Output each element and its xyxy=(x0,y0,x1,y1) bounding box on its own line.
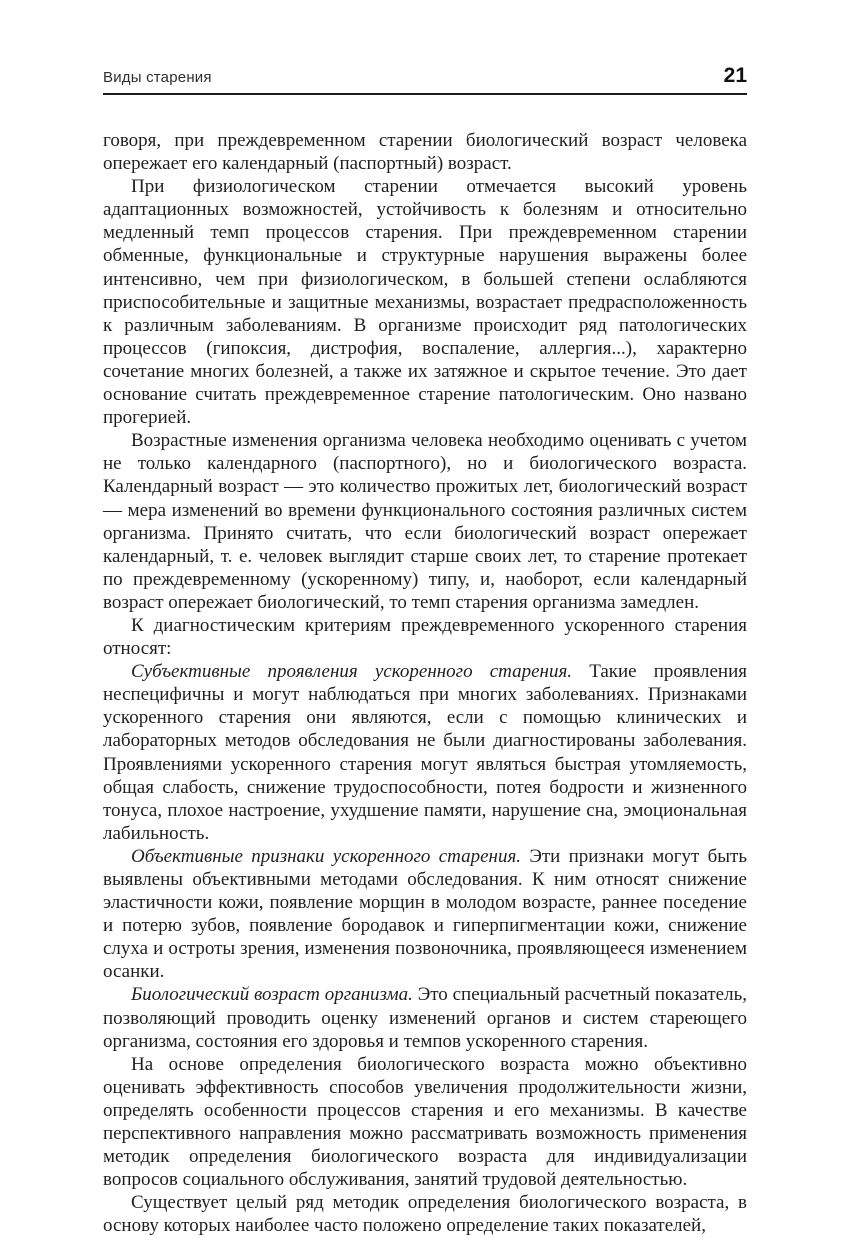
paragraph xyxy=(103,660,747,845)
paragraph xyxy=(103,1053,747,1192)
paragraph-lead-italic: Субъективные проявления ускоренного старения. xyxy=(131,661,573,683)
paragraph xyxy=(103,175,747,429)
paragraph-text: К диагностическим критериям преждевременного ускоренного старения относят: xyxy=(103,614,747,660)
paragraph-lead-italic: Биологический возраст организма. xyxy=(131,984,413,1006)
running-header-title: Виды старения xyxy=(103,69,212,86)
paragraph-text: На основе определения биологического возраста можно объективно оценивать эффективность способов увеличения продолжительности жизни, определять особенности процессов старения и его механизмы. В качестве перспективного направления можно рассматривать возможность применения методик определения биологического возраста для индивидуализации вопросов социального обслуживания, занятий трудовой деятельностью. xyxy=(103,1053,747,1191)
page-header xyxy=(103,64,747,88)
page-body xyxy=(103,129,747,1238)
paragraph-lead-italic: Объективные признаки ускоренного старения. xyxy=(131,845,522,867)
paragraph-text: Существует целый ряд методик определения биологического возраста, в основу которых наиболее часто положено определение таких показателей, xyxy=(103,1192,747,1237)
paragraph-text: Эти признаки могут быть выявлены объективными методами обследования. К ним относят снижение эластичности кожи, появление морщин в молодом возрасте, раннее поседение и потерю зубов, появление бородавок и гиперпигментации кожи, снижение слуха и остроты зрения, изменения позвоночника, проявляющееся изменением осанки. xyxy=(103,845,747,983)
paragraph-text: Возрастные изменения организма человека необходимо оценивать с учетом не только календарного (паспортного), но и биологического возраста. Календарный возраст — это количество прожитых лет, биологический возраст — мера изменений во времени функционального состояния различных систем организма. Принято считать, что если биологический возраст опережает календарный, т. е. человек выглядит старше своих лет, то старение протекает по преждевременному (ускоренному) типу, и, наоборот, если календарный возраст опережает биологический, то темп старения организма замедлен. xyxy=(103,430,747,613)
paragraph-text: При физиологическом старении отмечается высокий уровень адаптационных возможностей, устойчивость к болезням и относительно медленный темп процессов старения. При преждевременном старении обменные, функциональные и структурные нарушения выражены более интенсивно, чем при физиологическом, в большей степени ослабляются приспособительные и защитные механизмы, возрастает предрасположенность к различным заболеваниям. В организме происходит ряд патологических процессов (гипоксия, дистрофия, воспаление, аллергия...), характерно сочетание многих болезней, а также их затяжное и скрытое течение. Это дает основание считать преждевременное старение патологическим. Оно названо прогерией. xyxy=(103,176,747,429)
paragraph xyxy=(103,845,747,984)
paragraph xyxy=(103,614,747,660)
paragraph-text: Это специальный расчетный показатель, позволяющий проводить оценку изменений органов и систем стареющего организма, состояния его здоровья и темпов ускоренного старения. xyxy=(103,984,747,1052)
paragraph xyxy=(103,1191,747,1237)
paragraph-text: говоря, при преждевременном старении биологический возраст человека опережает его календарный (паспортный) возраст. xyxy=(103,130,747,175)
page-number: 21 xyxy=(723,64,747,87)
header-rule xyxy=(103,93,747,95)
paragraph-text: Такие проявления неспецифичны и могут наблюдаться при многих заболеваниях. Признаками ускоренного старения они являются, если с помощью клинических и лабораторных методов обследования не были диагностированы заболевания. Проявлениями ускоренного старения могут являться быстрая утомляемость, общая слабость, снижение трудоспособности, потея бодрости и жизненного тонуса, плохое настроение, ухудшение памяти, нарушение сна, эмоциональная лабильность. xyxy=(103,661,747,844)
paragraph xyxy=(103,429,747,614)
paragraph xyxy=(103,983,747,1052)
paragraph xyxy=(103,129,747,175)
